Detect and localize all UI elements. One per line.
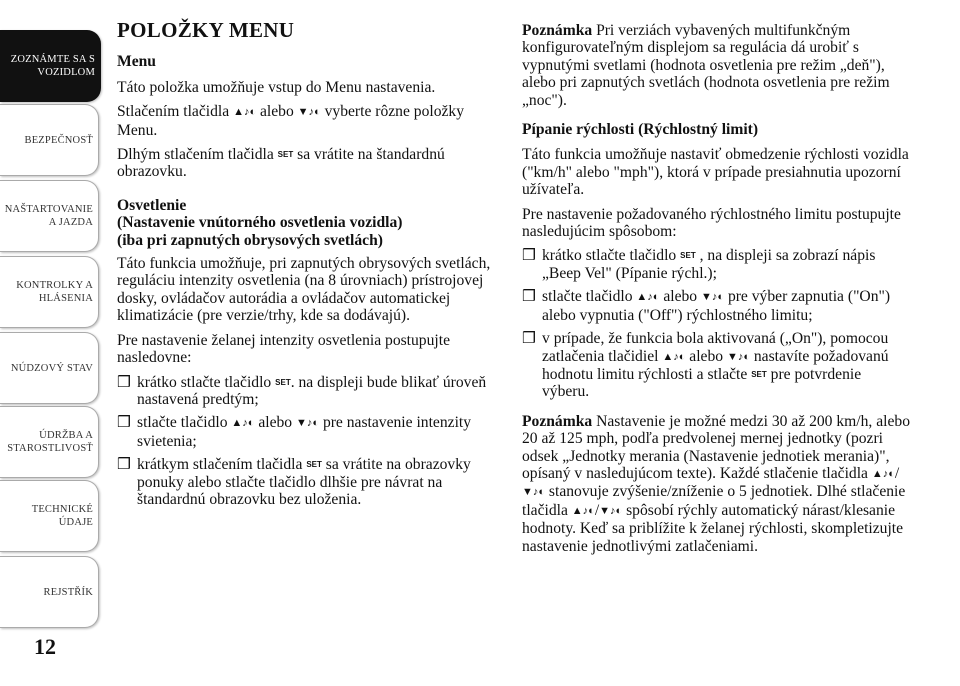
speed-heading: Pípanie rýchlosti (Rýchlostný limit) xyxy=(522,121,759,139)
text: krátko stlačte tlačidlo xyxy=(542,247,681,265)
set-button-icon: SET xyxy=(277,150,294,160)
text: krátko stlačte tlačidlo xyxy=(137,373,276,391)
tab-nudzovy-stav[interactable] xyxy=(0,332,99,404)
up-button-icon: ▲♪◐ xyxy=(636,291,660,304)
text: sa vrátite na obrazovky ponuky alebo stlačte tlačidlo dlhšie pre návrat na štandardnú obrazovku bez uloženia. xyxy=(137,456,471,508)
tab-bezpecnost[interactable] xyxy=(0,104,99,176)
text: stlačte tlačidlo xyxy=(542,288,637,306)
text: / xyxy=(594,501,600,519)
text: pre nastavenie intenzity svietenia; xyxy=(137,414,472,450)
tab-rejstrik[interactable] xyxy=(0,556,99,628)
list-item xyxy=(522,330,912,401)
tab-label: KONTROLKY A HLÁSENIA xyxy=(16,280,93,304)
text: alebo xyxy=(685,347,727,365)
text: alebo xyxy=(659,288,702,306)
list-item xyxy=(522,288,912,324)
tab-label: REJSTŘÍK xyxy=(43,586,93,598)
bullet-box-icon: ❒ xyxy=(522,330,536,348)
down-button-icon: ▼♪◐ xyxy=(701,291,725,304)
set-button-icon: SET xyxy=(751,369,767,379)
bullet-box-icon: ❒ xyxy=(117,373,131,391)
text: sa vrátite na štandardnú obrazovku. xyxy=(117,146,445,181)
set-button-icon: SET xyxy=(306,460,322,470)
set-button-icon: SET xyxy=(275,377,291,387)
text: Pri verziách vybavených multifunkčným konfigurovateľným displejom sa regulácia dá urobiť s vypnutými svetlami (hodnota osvetlenia pre režim „deň"), alebo pri zapnutých svetlách (hodnota osvetlenia pre režim „noc"). xyxy=(522,22,890,109)
text: v prípade, že funkcia bola aktivovaná („On"), pomocou zatlačenia tlačidiel xyxy=(542,330,889,365)
tab-label: ÚDRŽBA A STAROSTLIVOSŤ xyxy=(7,430,93,454)
tab-label: BEZPEČNOSŤ xyxy=(24,134,93,146)
note-label: Poznámka xyxy=(522,412,593,430)
text: stanovuje zvýšenie/zníženie o 5 jednotiek. Dlhé stlačenie tlačidla xyxy=(522,483,906,519)
paragraph: Táto funkcia umožňuje, pri zapnutých obrysových svetlách, reguláciu intenzity osvetlenia (na 8 úrovniach) prístrojovej dosky, ovládačov autorádia a ovládačov automatickej klimatizácie (pre verzie/trhy, kde sa dodávajú). xyxy=(117,255,491,325)
text: pre potvrdenie výberu. xyxy=(542,365,862,401)
paragraph xyxy=(117,146,495,181)
text: Stlačením tlačidla xyxy=(117,103,234,121)
list-item xyxy=(117,374,495,409)
tab-nastartovanie[interactable] xyxy=(0,180,99,252)
tab-kontrolky[interactable] xyxy=(0,256,99,328)
bullet-box-icon: ❒ xyxy=(522,288,536,306)
text: alebo xyxy=(256,103,298,121)
note-label: Poznámka xyxy=(522,22,593,39)
up-button-icon: ▲♪◐ xyxy=(231,417,255,430)
down-button-icon: ▼♪◐ xyxy=(297,106,321,119)
heading-line: (iba pri zapnutých obrysových svetlách) xyxy=(117,231,383,249)
text: stlačte tlačidlo xyxy=(137,414,232,432)
tab-label: ZOZNÁMTE SA S VOZIDLOM xyxy=(10,54,95,78)
paragraph: Pre nastavenie požadovaného rýchlostného limitu postupujte nasledujúcim spôsobom: xyxy=(522,205,901,241)
text: spôsobí rýchly automatický nárast/klesanie hodnoty. Keď sa priblížite k želanej rýchlosti, skompletizujte nastavenie jednotlivými zatlačeniami. xyxy=(522,501,904,555)
tab-technicke-udaje[interactable] xyxy=(0,480,99,552)
paragraph: Pre nastavenie želanej intenzity osvetlenia postupujte nasledovne: xyxy=(117,331,450,367)
up-button-icon: ▲♪◐ xyxy=(571,504,595,517)
text: , na displeji sa zobrazí nápis „Beep Vel" (Pípanie rýchl.); xyxy=(542,247,876,282)
down-button-icon: ▼♪◐ xyxy=(296,417,320,430)
note xyxy=(522,22,912,109)
page-number: 12 xyxy=(34,634,56,659)
tab-label: NAŠTARTOVANIE A JAZDA xyxy=(4,204,93,228)
text: pre výber zapnutia ("On") alebo vypnutia ("Off") rýchlostného limitu; xyxy=(542,288,891,324)
heading-line: (Nastavenie vnútorného osvetlenia vozidla) xyxy=(117,214,403,232)
tab-label: TECHNICKÉ ÚDAJE xyxy=(31,504,93,528)
text: Dlhým stlačením tlačidla xyxy=(117,146,278,164)
menu-heading: Menu xyxy=(117,53,156,71)
paragraph xyxy=(117,79,495,96)
set-button-icon: SET xyxy=(680,251,696,261)
section-title: POLOŽKY MENU xyxy=(117,18,295,42)
lighting-heading xyxy=(117,197,495,249)
tab-udrzba[interactable] xyxy=(0,406,99,478)
tab-label: NÚDZOVÝ STAV xyxy=(10,362,93,374)
paragraph xyxy=(117,103,495,139)
bullet-box-icon: ❒ xyxy=(117,456,131,474)
right-column xyxy=(522,22,912,562)
left-column xyxy=(117,18,495,514)
text: alebo xyxy=(254,414,297,432)
list-item xyxy=(117,456,495,508)
text: nastavíte požadovanú hodnotu limitu rýchlosti a stlačte xyxy=(542,347,889,383)
note xyxy=(522,413,912,555)
text: / xyxy=(894,464,900,482)
up-button-icon: ▲♪◐ xyxy=(662,350,686,363)
list-item xyxy=(522,247,912,282)
text: vyberte rôzne položky Menu. xyxy=(117,103,465,139)
paragraph: Táto funkcia umožňuje nastaviť obmedzenie rýchlosti vozidla ("km/h" alebo "mph"), ktorá v prípade presiahnutia upozorní užívateľa. xyxy=(522,146,909,199)
bullet-box-icon: ❒ xyxy=(117,414,131,432)
heading-line: Osvetlenie xyxy=(117,196,187,214)
text: krátkym stlačením tlačidla xyxy=(137,456,307,474)
bullet-box-icon: ❒ xyxy=(522,247,536,265)
text: . na displeji bude blikať úroveň nastavená predtým; xyxy=(137,373,487,408)
tab-zoznamte-sa[interactable] xyxy=(0,30,101,102)
list-item xyxy=(117,414,495,450)
up-button-icon: ▲♪◐ xyxy=(871,467,895,480)
down-button-icon: ▼♪◐ xyxy=(599,504,623,517)
down-button-icon: ▼♪◐ xyxy=(726,350,750,363)
text: Táto položka umožňuje vstup do Menu nastavenia. xyxy=(117,78,436,96)
up-button-icon: ▲♪◐ xyxy=(233,106,257,119)
down-button-icon: ▼♪◐ xyxy=(522,486,546,499)
text: Nastavenie je možné medzi 30 až 200 km/h, alebo 20 až 125 mph, podľa predvolenej mernej jednotky (pozri odsek „Jednotky merania (Nastavenie jednotiek merania)", opísaný v nasledujúcom texte). Každé stlačenie tlačidla xyxy=(522,412,911,482)
